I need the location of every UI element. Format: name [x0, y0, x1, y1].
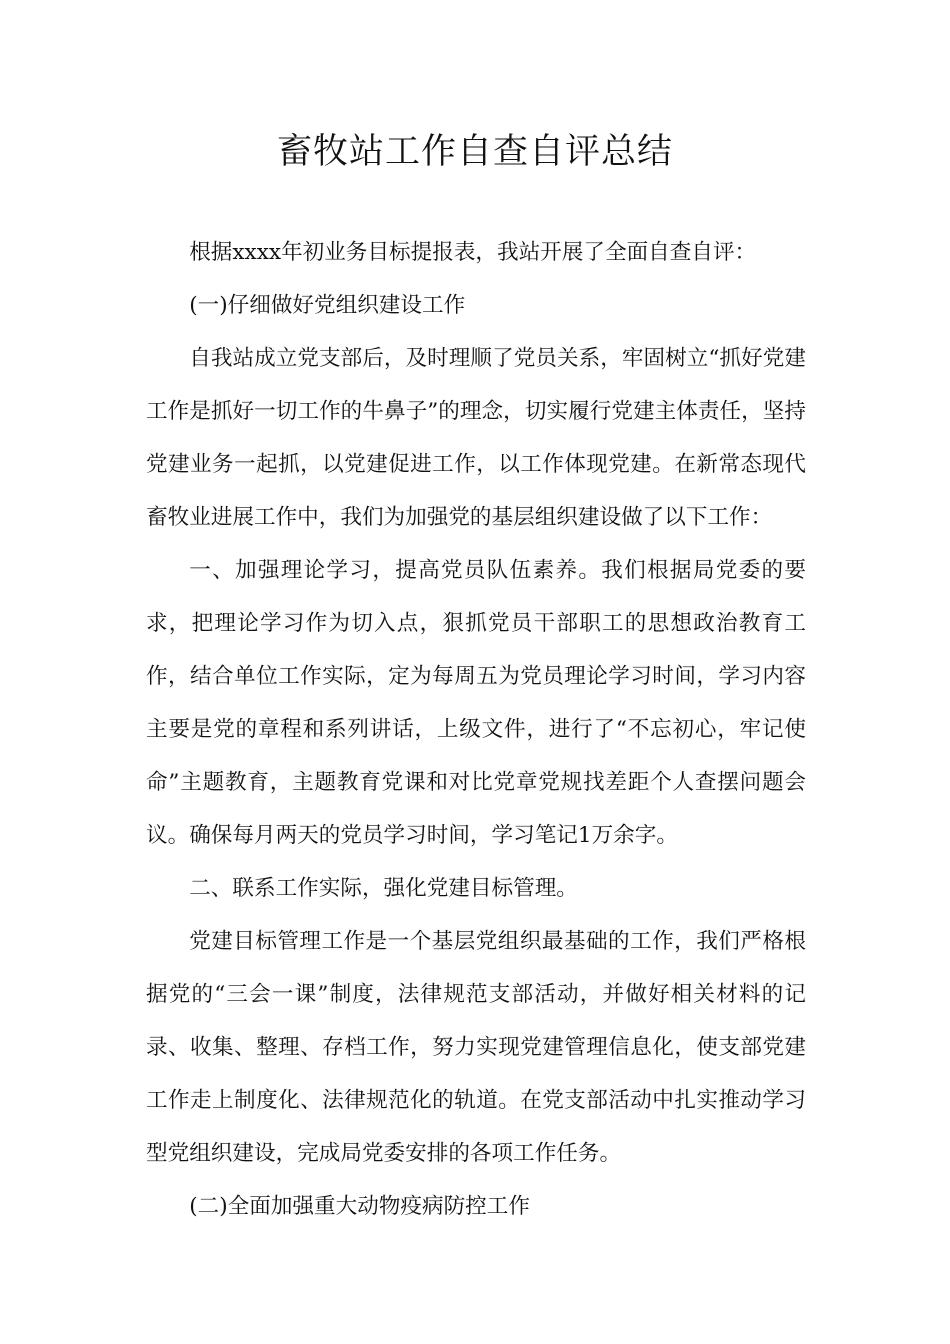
paragraph: 一、加强理论学习，提高党员队伍素养。我们根据局党委的要求，把理论学习作为切入点，狠抓党员干部职工的思想政治教育工作，结合单位工作实际，定为每周五为党员理论学习时间，学习内容主要是党的章程和系列讲话，上级文件，进行了“不忘初心，牢记使命”主题教育，主题教育党课和对比党章党规找差距个人查摆问题会议。确保每月两天的党员学习时间，学习笔记1万余字。	[146, 558, 806, 848]
paragraph-intro: 根据xxxx年初业务目标提报表，我站开展了全面自查自评：	[189, 240, 757, 265]
document-title: 畜牧站工作自查自评总结	[276, 132, 673, 172]
paragraph: 自我站成立党支部后，及时理顺了党员关系，牢固树立“抓好党建工作是抓好一切工作的牛鼻子”的理念，切实履行党建主体责任，坚持党建业务一起抓，以党建促进工作，以工作体现党建。在新常态现代畜牧业进展工作中，我们为加强党的基层组织建设做了以下工作：	[146, 346, 806, 530]
section-heading-2: (二)全面加强重大动物疫病防控工作	[189, 1194, 530, 1219]
paragraph: 党建目标管理工作是一个基层党组织最基础的工作，我们严格根据党的“三会一课”制度，法律规范支部活动，并做好相关材料的记录、收集、整理、存档工作，努力实现党建管理信息化，使支部党建工作走上制度化、法律规范化的轨道。在党支部活动中扎实推动学习型党组织建设，完成局党委安排的各项工作任务。	[146, 929, 806, 1166]
document-body	[146, 226, 806, 1233]
subsection-heading: 二、联系工作实际，强化党建目标管理。	[189, 876, 578, 901]
section-heading-1: (一)仔细做好党组织建设工作	[189, 293, 466, 318]
